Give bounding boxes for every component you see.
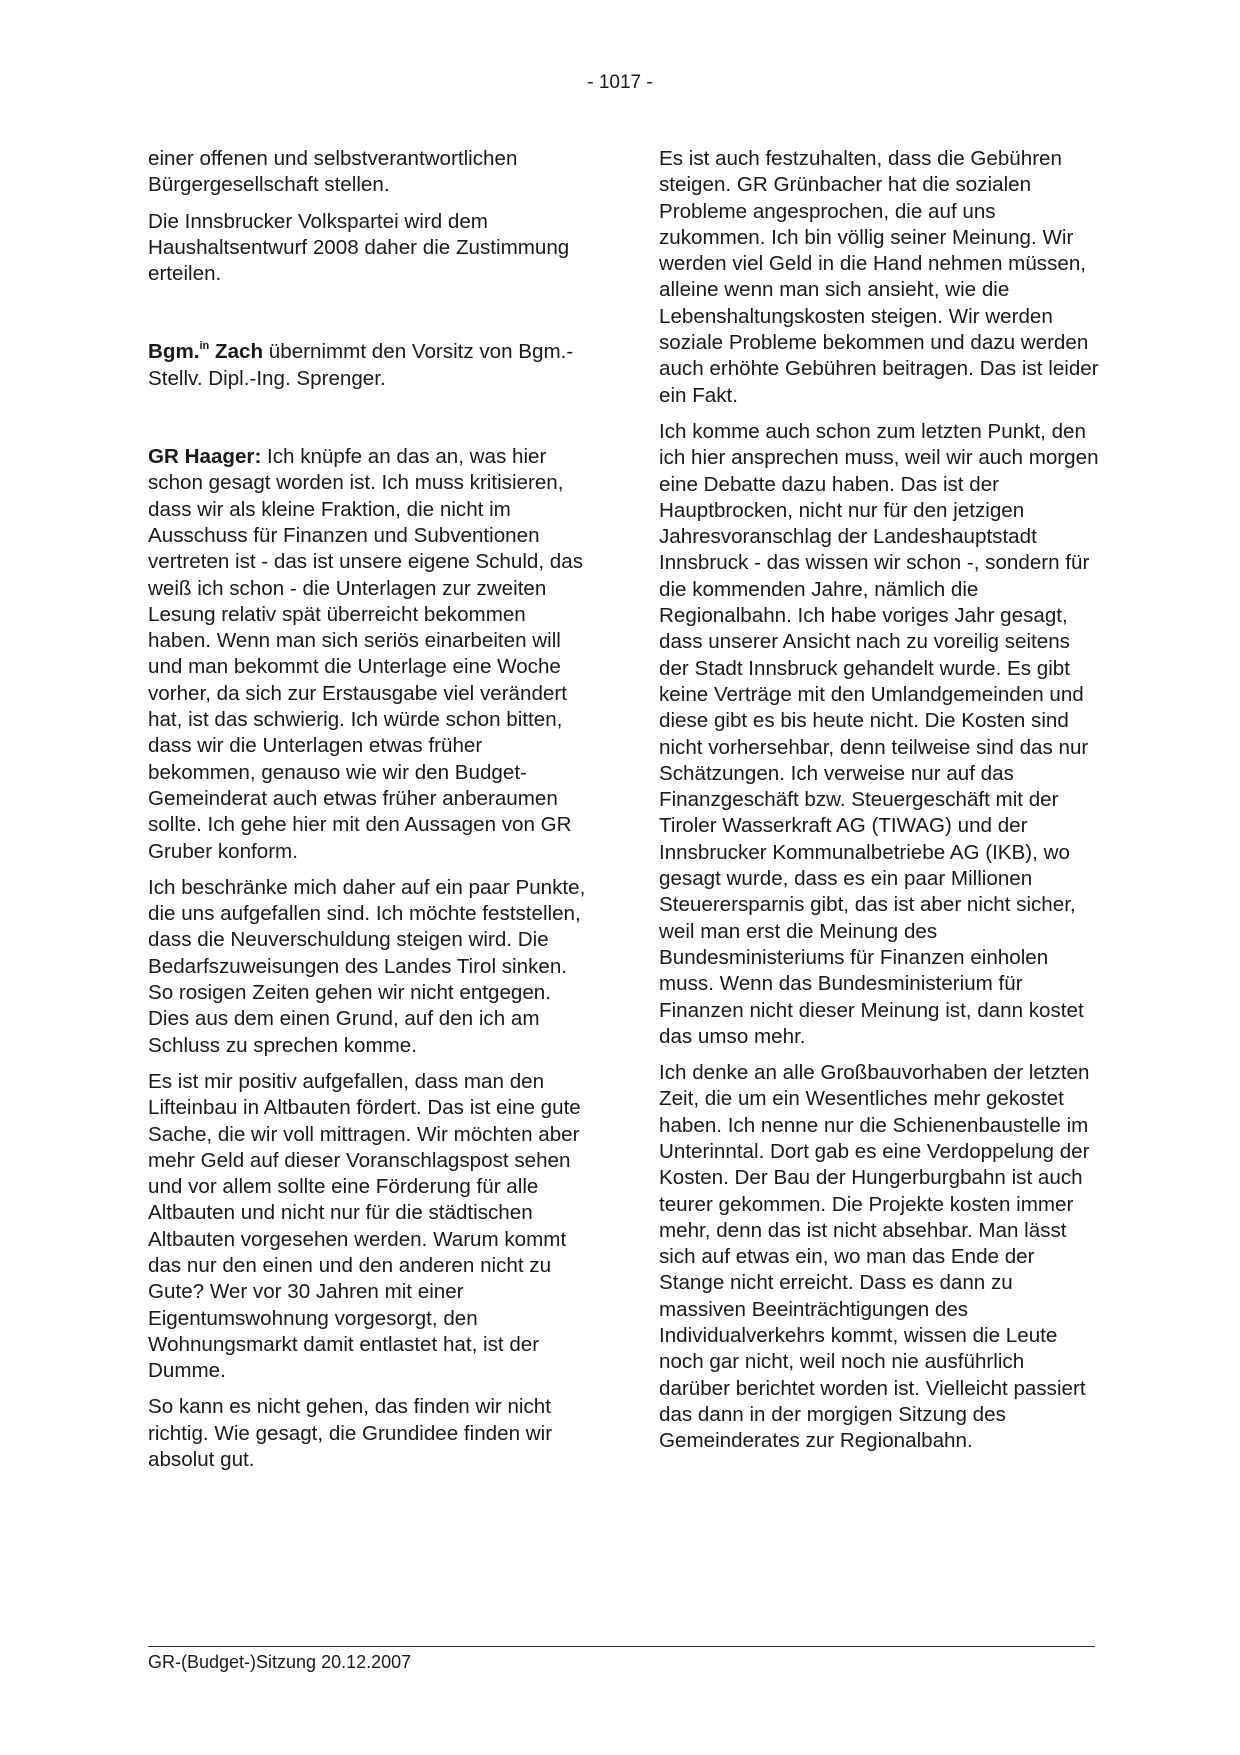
paragraph: Es ist mir positiv aufgefallen, dass man den Lifteinbau in Altbauten fördert. Das ist eine gute Sache, die wir voll mittragen. Wir möchten aber mehr Geld auf dieser Voranschlagspost sehen und vor allem sollte eine Förderung für alle Altbauten und nicht nur für die städtischen Altbauten vorgesehen werden. Warum kommt das nur den einen und den anderen nicht zu Gute? Wer vor 30 Jahren mit einer Eigentumswohnung vorgesorgt, den Wohnungsmarkt damit entlastet hat, ist der Dumme.: [148, 1069, 581, 1383]
paragraph: Es ist auch festzuhalten, dass die Gebühren steigen. GR Grünbacher hat die sozialen Probleme angesprochen, die auf uns zukommen. Ich bin völlig seiner Meinung. Wir werden viel Geld in die Hand nehmen müssen, alleine wenn man sich ansieht, wie die Lebenshaltungskosten steigen. Wir werden soziale Probleme bekommen und dazu werden auch erhöhte Gebühren beitragen. Das ist leider ein Fakt.: [659, 147, 1099, 407]
footer-session-label: GR-(Budget-)Sitzung 20.12.2007: [148, 1652, 412, 1672]
speaker-surname: Zach: [209, 340, 264, 364]
paragraph: Die Innsbrucker Volkspartei wird dem Haushaltsentwurf 2008 daher die Zustimmung erteilen.: [148, 209, 570, 286]
left-column: [148, 146, 588, 1483]
spacer: [148, 402, 588, 444]
paragraph: einer offenen und selbstverantwortlichen Bürgergesellschaft stellen.: [148, 147, 518, 197]
speech-paragraph: [148, 444, 588, 865]
spacer: [148, 297, 588, 339]
speaker-name: [148, 340, 263, 363]
speaker-name: GR Haager:: [148, 445, 262, 469]
paragraph-text: übernimmt den Vorsitz von Bgm.-Stellv. Dipl.-Ing. Sprenger.: [148, 340, 574, 390]
footer-divider: [148, 1646, 1095, 1647]
chair-handover-paragraph: [148, 339, 588, 392]
paragraph-text: Ich knüpfe an das an, was hier schon gesagt worden ist. Ich muss kritisieren, dass wir als kleine Fraktion, die nicht im Ausschuss für Finanzen und Subventionen vertreten ist - das ist unsere eigene Schuld, das weiß ich schon - die Unterlagen zur zweiten Lesung relativ spät überreicht bekommen haben. Wenn man sich seriös einarbeiten will und man bekommt die Unterlage eine Woche vorher, da sich zur Erstausgabe viel verändert hat, ist das schwierig. Ich würde schon bitten, dass wir die Unterlagen etwas früher bekommen, genauso wie wir den Budget-Gemeinderat auch etwas früher anberaumen sollte. Ich gehe hier mit den Aussagen von GR Gruber konform.: [148, 445, 583, 863]
right-column: [659, 146, 1099, 1465]
speaker-title: Bgm.: [148, 340, 200, 364]
paragraph: Ich beschränke mich daher auf ein paar Punkte, die uns aufgefallen sind. Ich möchte feststellen, dass die Neuverschuldung steigen wird. Die Bedarfszuweisungen des Landes Tirol sinken. So rosigen Zeiten gehen wir nicht entgegen. Dies aus dem einen Grund, auf den ich am Schluss zu sprechen komme.: [148, 875, 586, 1057]
paragraph: Ich denke an alle Großbauvorhaben der letzten Zeit, die um ein Wesentliches mehr gekostet haben. Ich nenne nur die Schienenbaustelle im Unterinntal. Dort gab es eine Verdoppelung der Kosten. Der Bau der Hungerburgbahn ist auch teurer gekommen. Die Projekte kosten immer mehr, denn das ist nicht absehbar. Man lässt sich auf etwas ein, wo man das Ende der Stange nicht erreicht. Dass es dann zu massiven Beeinträchtigungen des Individualverkehrs kommt, wissen die Leute noch gar nicht, weil noch nie ausführlich darüber berichtet worden ist. Vielleicht passiert das dann in der morgigen Sitzung des Gemeinderates zur Regionalbahn.: [659, 1061, 1090, 1453]
paragraph: Ich komme auch schon zum letzten Punkt, den ich hier ansprechen muss, weil wir auch morgen eine Debatte dazu haben. Das ist der Hauptbrocken, nicht nur für den jetzigen Jahresvoranschlag der Landeshauptstadt Innsbruck - das wissen wir schon -, sondern für die kommenden Jahre, nämlich die Regionalbahn. Ich habe voriges Jahr gesagt, dass unserer Ansicht nach zu voreilig seitens der Stadt Innsbruck gehandelt wurde. Es gibt keine Verträge mit den Umlandgemeinden und diese gibt es bis heute nicht. Die Kosten sind nicht vorhersehbar, denn teilweise sind das nur Schätzungen. Ich verweise nur auf das Finanzgeschäft bzw. Steuergeschäft mit der Tiroler Wasserkraft AG (TIWAG) und der Innsbrucker Kommunalbetriebe AG (IKB), wo gesagt wurde, dass es ein paar Millionen Steuerersparnis gibt, das ist aber nicht sicher, weil man erst die Meinung des Bundesministeriums für Finanzen einholen muss. Wenn das Bundesministerium für Finanzen nicht dieser Meinung ist, dann kostet das umso mehr.: [659, 419, 1099, 1048]
page-number: - 1017 -: [587, 72, 653, 93]
paragraph: So kann es nicht gehen, das finden wir nicht richtig. Wie gesagt, die Grundidee finden wir absolut gut.: [148, 1395, 553, 1472]
speaker-title-superscript: in: [199, 340, 210, 353]
